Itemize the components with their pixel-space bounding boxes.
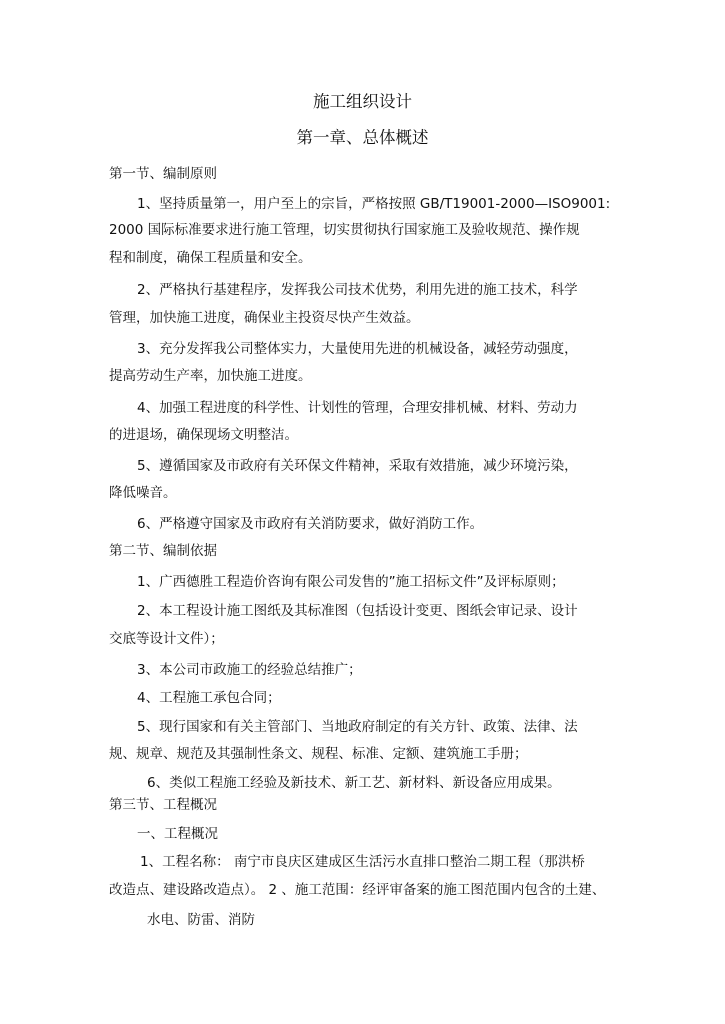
section-heading: 第三节、工程概况 bbox=[109, 797, 217, 813]
paragraph-line: 的进退场，确保现场文明整洁。 bbox=[109, 427, 298, 443]
doc-title: 施工组织设计 bbox=[313, 92, 412, 111]
paragraph-line: 5、现行国家和有关主管部门、当地政府制定的有关方针、政策、法律、法 bbox=[137, 719, 578, 735]
paragraph-line: 管理，加快施工进度，确保业主投资尽快产生效益。 bbox=[109, 310, 420, 326]
paragraph-line: 提高劳动生产率，加快施工进度。 bbox=[109, 368, 312, 384]
paragraph-line: 2、严格执行基建程序，发挥我公司技术优势，利用先进的施工技术，科学 bbox=[137, 282, 578, 298]
paragraph-line: 5、遵循国家及市政府有关环保文件精神，采取有效措施，减少环境污染， bbox=[137, 458, 578, 474]
paragraph-line: 水电、防雷、消防 bbox=[147, 912, 255, 928]
paragraph-line: 降低噪音。 bbox=[109, 485, 177, 501]
paragraph-line: 1、坚持质量第一，用户至上的宗旨，严格按照 GB/T19001-2000—ISO9001: bbox=[137, 196, 611, 212]
paragraph-line: 6、类似工程施工经验及新技术、新工艺、新材料、新设备应用成果。 bbox=[147, 775, 561, 791]
paragraph-line: 4、加强工程进度的科学性、计划性的管理，合理安排机械、材料、劳动力 bbox=[137, 400, 578, 416]
sub-heading: 一、工程概况 bbox=[137, 826, 218, 842]
paragraph-line: 1、工程名称： 南宁市良庆区建成区生活污水直排口整治二期工程（那洪桥 bbox=[140, 854, 585, 870]
paragraph-line: 6、严格遵守国家及市政府有关消防要求，做好消防工作。 bbox=[137, 516, 484, 532]
paragraph-line: 2、本工程设计施工图纸及其标准图（包括设计变更、图纸会审记录、设计 bbox=[137, 603, 578, 619]
section-heading: 第二节、编制依据 bbox=[109, 543, 217, 559]
paragraph-line: 程和制度，确保工程质量和安全。 bbox=[109, 250, 312, 266]
paragraph-line: 3、本公司市政施工的经验总结推广； bbox=[137, 662, 362, 678]
chapter-title: 第一章、总体概述 bbox=[296, 128, 429, 147]
paragraph-line: 4、工程施工承包合同； bbox=[137, 690, 281, 706]
paragraph-line: 3、充分发挥我公司整体实力，大量使用先进的机械设备，减轻劳动强度， bbox=[137, 341, 578, 357]
paragraph-line: 规、规章、规范及其强制性条文、规程、标准、定额、建筑施工手册； bbox=[109, 746, 528, 762]
paragraph-line: 交底等设计文件）； bbox=[109, 631, 224, 647]
paragraph-line: 改造点、建设路改造点）。 2 、施工范围：经评审备案的施工图范围内包含的土建、 bbox=[109, 882, 606, 898]
section-heading: 第一节、编制原则 bbox=[109, 166, 217, 182]
paragraph-line: 2000 国际标准要求进行施工管理，切实贯彻执行国家施工及验收规范、操作规 bbox=[109, 222, 580, 238]
paragraph-line: 1、广西德胜工程造价咨询有限公司发售的”施工招标文件”及评标原则； bbox=[137, 574, 565, 590]
